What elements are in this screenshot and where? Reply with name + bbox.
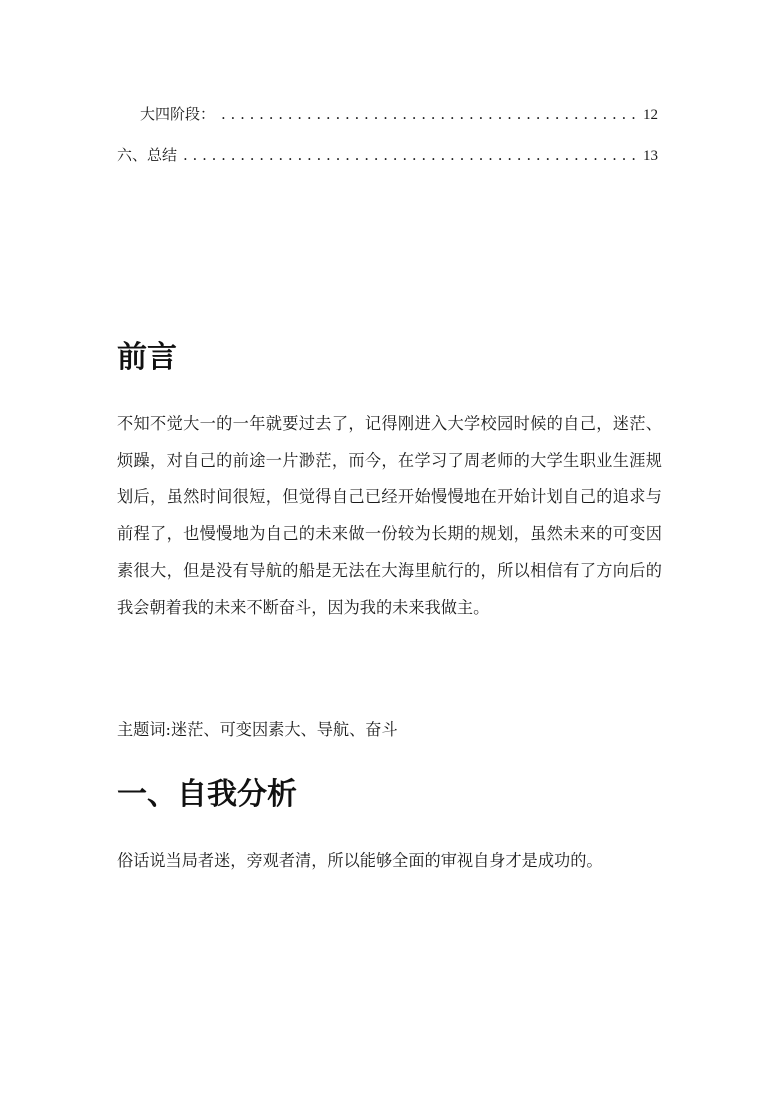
toc-entry-page: 13 [643, 148, 658, 164]
toc-entry-label: 大四阶段： [140, 105, 216, 123]
self-analysis-paragraph: 俗话说当局者迷，旁观者清，所以能够全面的审视自身才是成功的。 [117, 851, 603, 870]
toc-entry[interactable] [140, 104, 658, 125]
self-analysis-heading: 一、自我分析 [117, 777, 297, 812]
preface-heading: 前言 [117, 340, 177, 375]
preface-paragraph: 不知不觉大一的一年就要过去了，记得刚进入大学校园时候的自己，迷茫、烦躁，对自己的前途一片渺茫，而今，在学习了周老师的大学生职业生涯规划后，虽然时间很短，但觉得自己已经开始慢慢地在开始计划自己的追求与前程了，也慢慢地为自己的未来做一份较为长期的规划，虽然未来的可变因素很大，但是没有导航的船是无法在大海里航行的，所以相信有了方向后的我会朝着我的未来不断奋斗，因为我的未来我做主。 [117, 414, 662, 617]
toc-entry-page: 12 [643, 107, 658, 123]
toc-leader-dots [221, 104, 637, 124]
toc-entry-label: 六、总结 [117, 146, 178, 164]
toc-entry[interactable] [117, 145, 658, 166]
toc-leader-dots [183, 145, 637, 165]
keywords-line: 主题词:迷茫、可变因素大、导航、奋斗 [117, 720, 398, 739]
